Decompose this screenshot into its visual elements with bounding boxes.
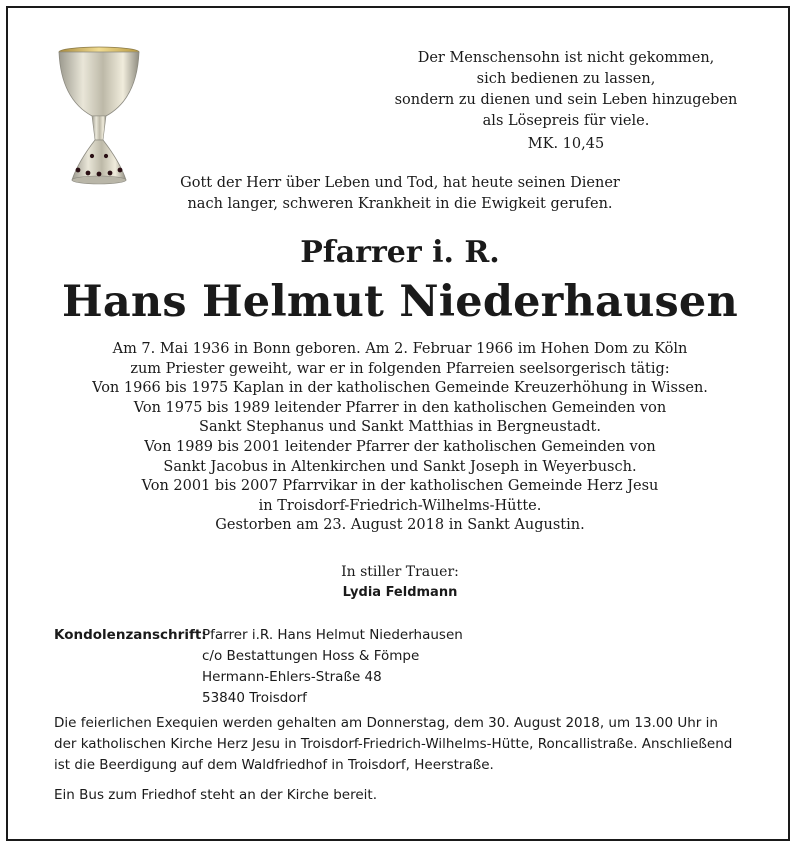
- biography-line: Von 1966 bis 1975 Kaplan in der katholischen Gemeinde Kreuzerhöhung in Wissen.: [92, 380, 708, 397]
- address-line: Pfarrer i.R. Hans Helmut Niederhausen: [202, 627, 463, 643]
- biography-line: Sankt Jacobus in Altenkirchen und Sankt Joseph in Weyerbusch.: [163, 458, 637, 475]
- deceased-title: Pfarrer i. R.: [300, 235, 500, 270]
- biography-line: Sankt Stephanus und Sankt Matthias in Bergneustadt.: [199, 419, 601, 436]
- biography-line: Von 1975 bis 1989 leitender Pfarrer in den katholischen Gemeinden von: [133, 399, 667, 416]
- verse-line: sondern zu dienen und sein Leben hinzugeben: [394, 92, 738, 108]
- biography-line: Von 1989 bis 2001 leitender Pfarrer der katholischen Gemeinden von: [144, 438, 656, 455]
- mourning-intro: In stiller Trauer:: [341, 564, 459, 580]
- verse-line: sich bedienen zu lassen,: [476, 71, 656, 87]
- service-line: Die feierlichen Exequien werden gehalten am Donnerstag, dem 30. August 2018, um 13.00 Uhr in: [54, 715, 718, 731]
- bus-note: Ein Bus zum Friedhof steht an der Kirche bereit.: [54, 787, 377, 803]
- biography-line: in Troisdorf-Friedrich-Wilhelms-Hütte.: [258, 497, 542, 514]
- biography-line: Am 7. Mai 1936 in Bonn geboren. Am 2. Februar 1966 im Hohen Dom zu Köln: [112, 341, 688, 357]
- condolence-label: Kondolenzanschrift:: [54, 627, 207, 643]
- bible-verse: [390, 48, 742, 132]
- verse-reference: MK. 10,45: [527, 136, 605, 152]
- chalice-icon: [54, 44, 144, 189]
- deceased-name: Hans Helmut Niederhausen: [62, 277, 738, 327]
- address-line: Hermann-Ehlers-Straße 48: [202, 669, 382, 685]
- biography-line: Gestorben am 23. August 2018 in Sankt Augustin.: [215, 517, 585, 534]
- condolence-address: [202, 625, 463, 709]
- biography-line: zum Priester geweiht, war er in folgenden Pfarreien seelsorgerisch tätig:: [130, 360, 670, 377]
- address-line: c/o Bestattungen Hoss & Fömpe: [202, 648, 420, 664]
- address-line: 53840 Troisdorf: [202, 690, 307, 706]
- mourner-name: Lydia Feldmann: [342, 585, 458, 600]
- biography: [90, 340, 710, 536]
- service-line: ist die Beerdigung auf dem Waldfriedhof in Troisdorf, Heerstraße.: [54, 757, 494, 773]
- announcement-line: nach langer, schweren Krankheit in die Ewigkeit gerufen.: [187, 196, 613, 212]
- death-announcement: [120, 173, 680, 215]
- announcement-line: Gott der Herr über Leben und Tod, hat heute seinen Diener: [180, 175, 620, 191]
- service-details: [54, 713, 754, 776]
- verse-line: als Lösepreis für viele.: [482, 113, 650, 129]
- biography-line: Von 2001 bis 2007 Pfarrvikar in der katholischen Gemeinde Herz Jesu: [141, 478, 659, 495]
- service-line: der katholischen Kirche Herz Jesu in Troisdorf-Friedrich-Wilhelms-Hütte, Roncallistraße. Anschließend: [54, 736, 733, 752]
- verse-line: Der Menschensohn ist nicht gekommen,: [417, 50, 715, 66]
